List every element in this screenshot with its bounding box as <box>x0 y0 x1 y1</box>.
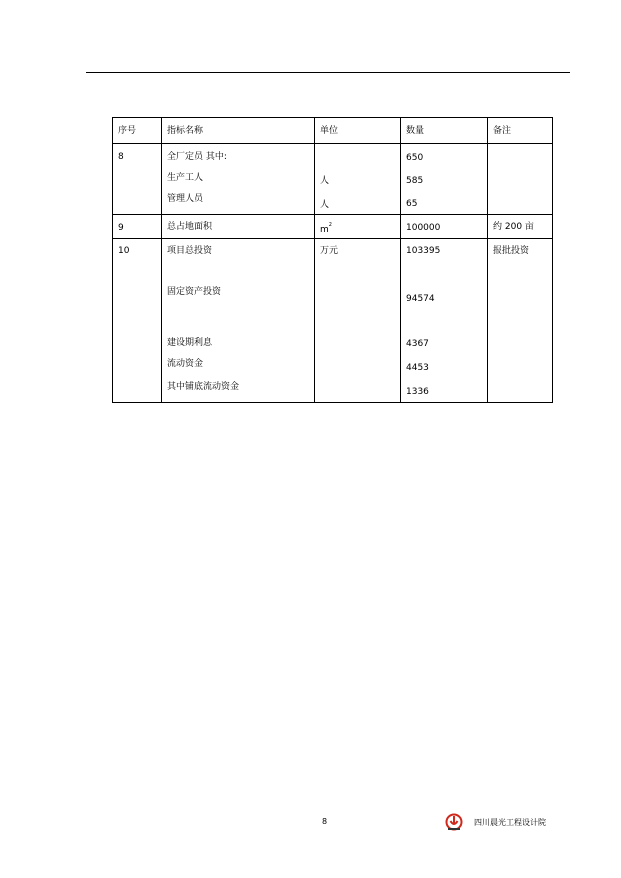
header-seq: 序号 <box>113 118 162 144</box>
row-names <box>162 239 315 403</box>
name-line: 建设期利息 <box>167 338 213 348</box>
header-name: 指标名称 <box>162 118 315 144</box>
name-line: 管理人员 <box>167 194 204 204</box>
company-name: 四川晨光工程设计院 <box>474 818 546 827</box>
table-header-row <box>113 118 553 144</box>
unit-line: 人 <box>320 200 330 210</box>
name-line: 全厂定员 其中: <box>167 152 227 162</box>
row-qty <box>401 239 488 403</box>
row-seq: 8 <box>113 144 162 215</box>
company-logo-icon <box>445 813 463 831</box>
header-rule <box>86 72 570 73</box>
qty-line: 94574 <box>406 294 435 304</box>
table-row <box>113 215 553 239</box>
row-note: 报批投资 <box>488 239 553 403</box>
row-qty <box>401 144 488 215</box>
qty-line: 4367 <box>406 339 429 349</box>
header-unit: 单位 <box>315 118 401 144</box>
name-line: 流动资金 <box>167 359 204 369</box>
page-number: 8 <box>322 817 328 826</box>
qty-line: 585 <box>406 176 424 186</box>
name-line: 其中铺底流动资金 <box>167 382 240 392</box>
qty-line: 4453 <box>406 363 429 373</box>
row-name: 总占地面积 <box>162 215 315 239</box>
row-note: 约 200 亩 <box>488 215 553 239</box>
indicator-table <box>112 117 553 403</box>
row-seq: 9 <box>113 215 162 239</box>
row-qty: 100000 <box>401 215 488 239</box>
qty-line: 103395 <box>406 246 441 256</box>
header-qty: 数量 <box>401 118 488 144</box>
qty-line: 65 <box>406 199 418 209</box>
name-line: 生产工人 <box>167 173 204 183</box>
qty-line: 1336 <box>406 387 429 397</box>
unit-line: 人 <box>320 176 330 186</box>
row-names <box>162 144 315 215</box>
table-row <box>113 239 553 403</box>
row-unit: $m^2$ <box>315 215 401 239</box>
row-unit: 万元 <box>315 239 401 403</box>
row-note <box>488 144 553 215</box>
qty-line: 650 <box>406 153 424 163</box>
row-units <box>315 144 401 215</box>
name-line: 项目总投资 <box>167 246 213 256</box>
name-line: 固定资产投资 <box>167 287 222 297</box>
row-seq: 10 <box>113 239 162 403</box>
header-note: 备注 <box>488 118 553 144</box>
table-row <box>113 144 553 215</box>
